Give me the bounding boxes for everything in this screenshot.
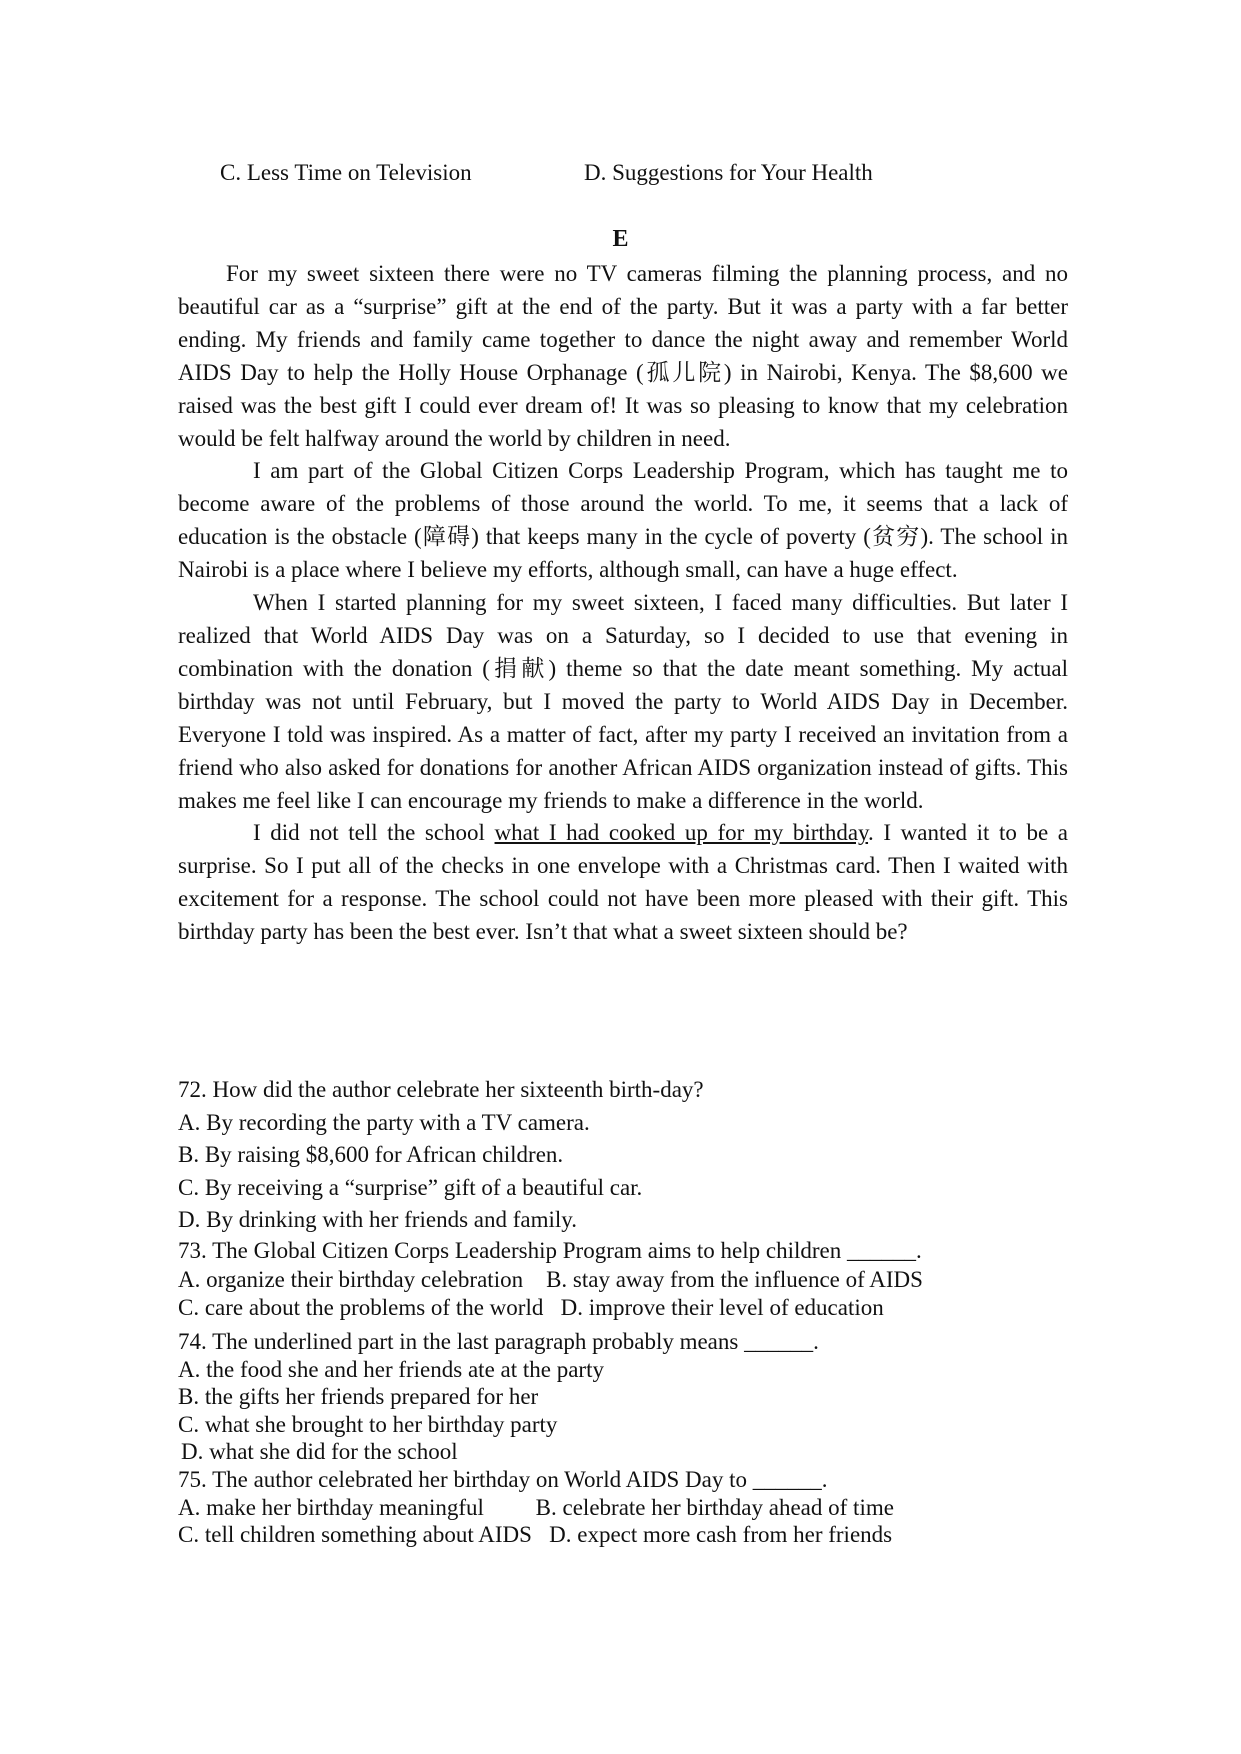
option-d: D. Suggestions for Your Health <box>584 160 873 185</box>
underlined-phrase: what I had cooked up for my birthday <box>494 820 869 846</box>
answer-option: B. the gifts her friends prepared for her <box>178 1384 539 1409</box>
answer-option: A. By recording the party with a TV camera. <box>178 1109 590 1135</box>
question-72 <box>178 1074 1078 1237</box>
previous-question-options <box>220 160 1020 194</box>
answer-option: D. By drinking with her friends and family. <box>178 1207 578 1232</box>
answer-option: C. what she brought to her birthday party <box>178 1411 558 1437</box>
answer-option: D. what she did for the school <box>181 1439 458 1464</box>
option-c: C. Less Time on Television <box>220 160 472 185</box>
paragraph-3: When I started planning for my sweet sixteen, I faced many difficulties. But later I realized that World AIDS Day was on a Saturday, so I decided to use that evening in combination with the donation (捐献) theme so that the date meant something. My actual birthday was not until February, but I moved the party to World AIDS Day in December. Everyone I told was inspired. As a matter of fact, after my party I received an invitation from a friend who also asked for donations for another African AIDS organization instead of gifts. This makes me feel like I can encourage my friends to make a difference in the world. <box>178 590 1068 813</box>
answer-option: B. By raising $8,600 for African children. <box>178 1142 564 1167</box>
question-stem: 75. The author celebrated her birthday on World AIDS Day to ______. <box>178 1467 828 1492</box>
question-74 <box>178 1328 1078 1466</box>
question-stem: 72. How did the author celebrate her sixteenth birth-day? <box>178 1077 704 1102</box>
answer-option: A. the food she and her friends ate at the party <box>178 1356 604 1382</box>
answer-option: C. By receiving a “surprise” gift of a beautiful car. <box>178 1174 643 1200</box>
question-73 <box>178 1237 1078 1323</box>
answer-option-row: C. care about the problems of the world D. improve their level of education <box>178 1295 884 1320</box>
answer-option-row: A. make her birthday meaningful B. celebrate her birthday ahead of time <box>178 1494 894 1520</box>
question-stem: 73. The Global Citizen Corps Leadership Program aims to help children ______. <box>178 1238 922 1263</box>
paragraph-4-end: . I wanted it to be a surprise. So I put all of the checks in one envelope with a Christmas card. Then I waited with excitement for a response. The school could not have been more pleased with their gift. This birthday party has been the best ever. Isn’t that what a sweet sixteen should be? <box>178 820 1069 945</box>
paragraph-4 <box>178 817 1068 949</box>
question-75 <box>178 1466 1078 1549</box>
paragraph-1: For my sweet sixteen there were no TV cameras filming the planning process, and no beautiful car as a “surprise” gift at the end of the party. But it was a party with a far better ending. My friends and family came together to dance the night away and remember World AIDS Day to help the Holly House Orphanage (孤儿院) in Nairobi, Kenya. The $8,600 we raised was the best gift I could ever dream of! It was so pleasing to know that my celebration would be felt halfway around the world by children in need. <box>178 261 1068 451</box>
answer-option-row: C. tell children something about AIDS D. expect more cash from her friends <box>178 1522 893 1547</box>
section-heading: E <box>612 226 629 252</box>
question-stem: 74. The underlined part in the last paragraph probably means ______. <box>178 1329 819 1354</box>
paragraph-2: I am part of the Global Citizen Corps Leadership Program, which has taught me to become aware of the problems of those around the world. To me, it seems that a lack of education is the obstacle (障碍) that keeps many in the cycle of poverty (贫穷). The school in Nairobi is a place where I believe my efforts, although small, can have a huge effect. <box>178 458 1068 583</box>
reading-passage <box>178 258 1068 949</box>
answer-option-row: A. organize their birthday celebration B. stay away from the influence of AIDS <box>178 1266 923 1292</box>
paragraph-4-start: I did not tell the school <box>253 820 495 846</box>
